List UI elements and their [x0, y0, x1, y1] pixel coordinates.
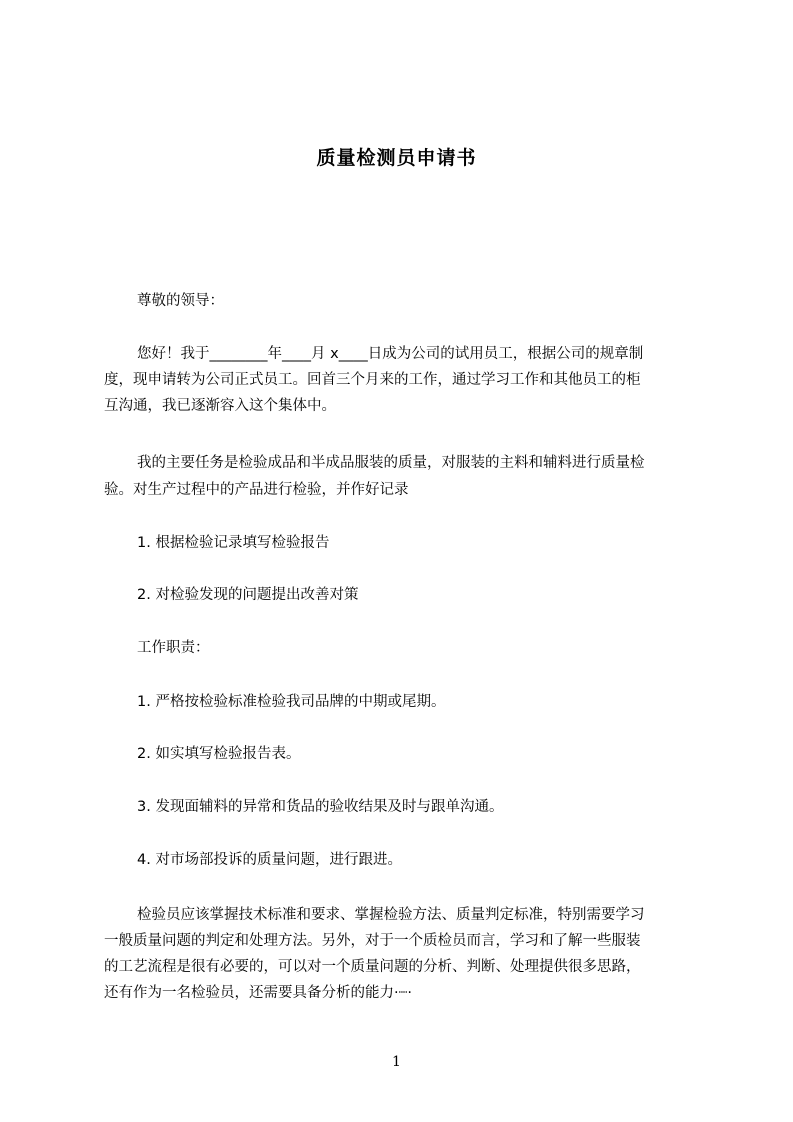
task-item-1: 1. 根据检验记录填写检验报告 [137, 535, 330, 551]
paragraph-2-line-2: 验。对生产过程中的产品进行检验，并作好记录 [104, 482, 409, 498]
duty-item-3: 3. 发现面辅料的异常和货品的验收结果及时与跟单沟通。 [137, 799, 504, 815]
paragraph-3-line-2: 一般质量问题的判定和处理方法。另外，对于一个质检员而言，学习和了解一些服装 [104, 933, 641, 949]
duties-heading: 工作职责： [137, 640, 210, 656]
duty-item-1: 1. 严格按检验标准检验我司品牌的中期或尾期。 [137, 694, 446, 710]
paragraph-1-line-2: 度，现申请转为公司正式员工。回首三个月来的工作，通过学习工作和其他员工的柜 [104, 372, 641, 388]
paragraph-2-line-1: 我的主要任务是检验成品和半成品服装的质量，对服装的主料和辅料进行质量检 [137, 455, 645, 471]
paragraph-3-line-4: 还有作为一名检验员，还需要具备分析的能力·┈· [104, 985, 412, 1001]
page-number: 1 [392, 1054, 401, 1070]
duty-item-2: 2. 如实填写检验报告表。 [137, 746, 301, 762]
paragraph-1-line-1: 您好！我于________年____月 x____日成为公司的试用员工，根据公司的规章制 [137, 346, 644, 362]
task-item-2: 2. 对检验发现的问题提出改善对策 [137, 587, 359, 603]
paragraph-3-line-3: 的工艺流程是很有必要的，可以对一个质量问题的分析、判断、处理提供很多思路， [104, 959, 641, 975]
paragraph-1-line-3: 互沟通，我已逐渐容入这个集体中。 [104, 398, 336, 414]
paragraph-3-line-1: 检验员应该掌握技术标准和要求、掌握检验方法、质量判定标准，特别需要学习 [137, 907, 645, 923]
salutation: 尊敬的领导： [137, 293, 224, 309]
duty-item-4: 4. 对市场部投诉的质量问题，进行跟进。 [137, 852, 402, 868]
document-title: 质量检测员申请书 [316, 147, 477, 169]
